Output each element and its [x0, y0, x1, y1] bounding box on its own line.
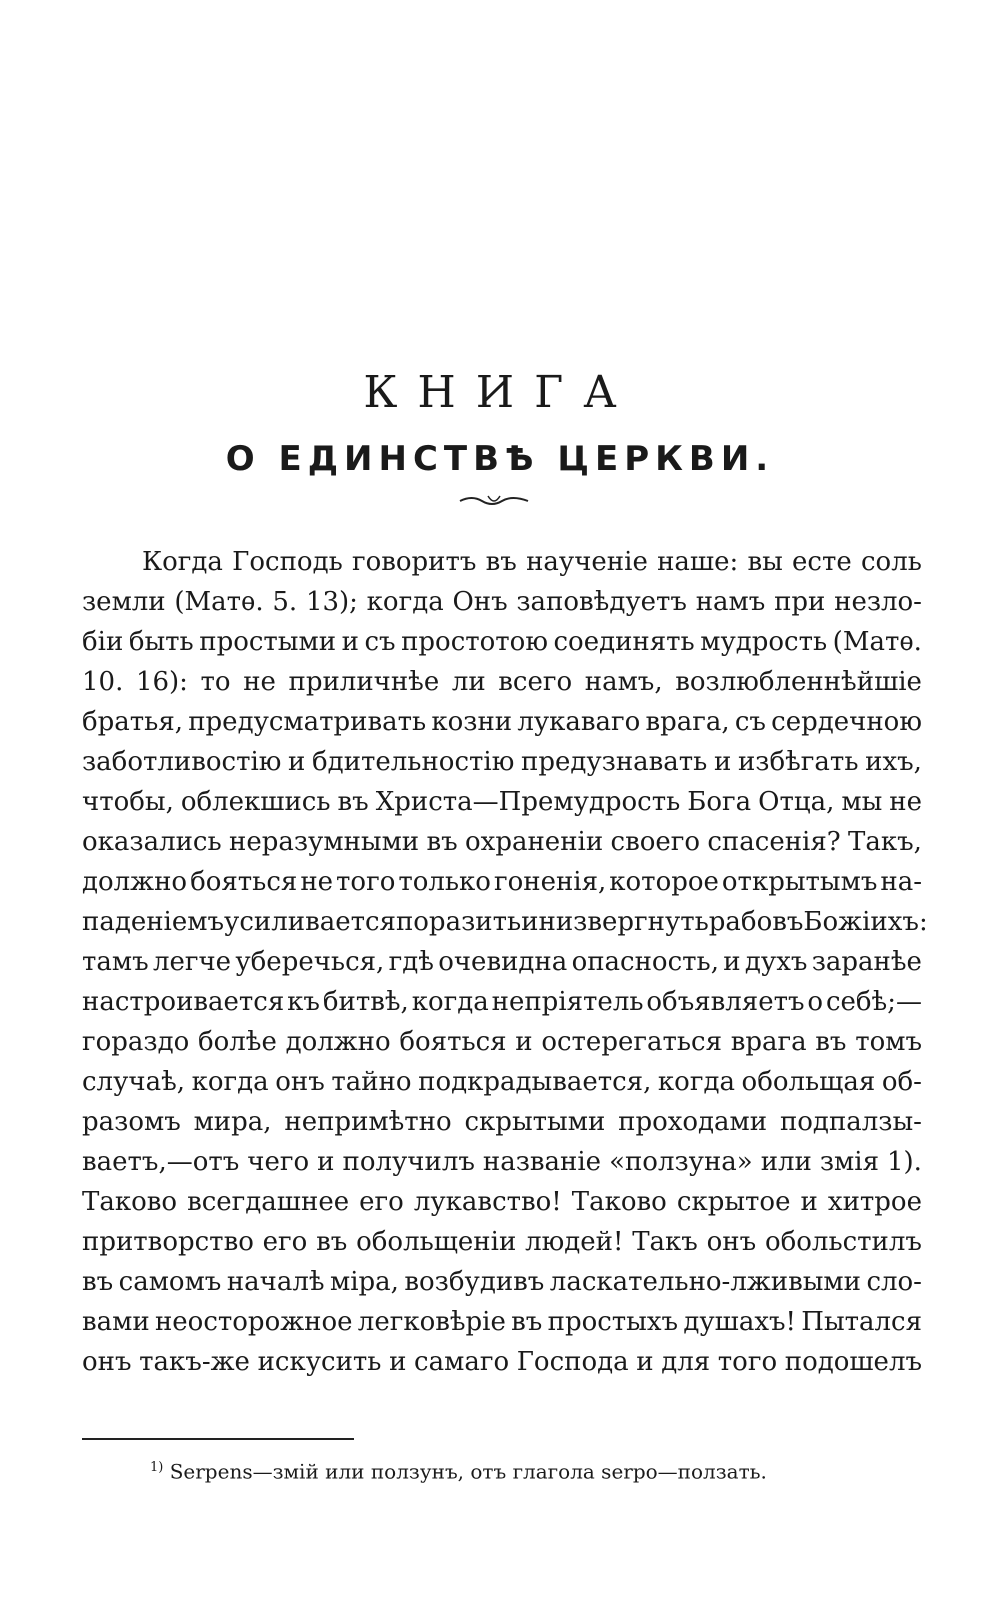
text-line: гораздо болѣе должно бояться и остерегаться врага въ томъ — [82, 1027, 922, 1057]
text-line: вами неосторожное легковѣріе въ простыхъ душахъ! Пытался — [82, 1307, 922, 1337]
text-line: ваетъ,—отъ чего и получилъ названіе «ползуна» или змія 1). — [82, 1147, 922, 1177]
book-title: КНИГА — [363, 367, 637, 418]
text-line: настроивается къ битвѣ, когда непріятель объявляетъ о себѣ;— — [82, 987, 922, 1017]
footnote-marker: 1) — [150, 1460, 164, 1475]
text-line: притворство его въ обольщеніи людей! Такъ онъ обольстилъ — [82, 1227, 922, 1257]
text-line: Таково всегдашнее его лукавство! Таково скрытое и хитрое — [82, 1187, 922, 1217]
text-line: 10. 16): то не приличнѣе ли всего намъ, возлюбленнѣйшіе — [82, 667, 922, 697]
main-text — [82, 542, 928, 1382]
decorative-flourish-icon — [458, 492, 530, 508]
text-line: заботливостію и бдительностію предузнавать и избѣгать ихъ, — [82, 747, 922, 777]
text-line: біи быть простыми и съ простотою соединять мудрость (Матѳ. — [82, 627, 922, 657]
text-line: оказались неразумными въ охраненіи своего спасенія? Такъ, — [82, 827, 922, 857]
text-line: паденіемъ усиливается поразить и низвергнуть рабовъ Божіихъ: — [82, 907, 928, 937]
text-line: земли (Матѳ. 5. 13); когда Онъ заповѣдуетъ намъ при незло- — [82, 587, 922, 617]
text-line: чтобы, облекшись въ Христа—Премудрость Бога Отца, мы не — [82, 787, 922, 817]
text-line: въ самомъ началѣ міра, возбудивъ ласкательно-лживыми сло- — [82, 1267, 922, 1297]
text-line: разомъ мира, непримѣтно скрытыми проходами подпалзы- — [82, 1107, 922, 1137]
text-line: должно бояться не того только гоненія, которое открытымъ на- — [82, 867, 922, 897]
footnote-divider — [82, 1438, 354, 1440]
footnote-text: Serpens—змій или ползунъ, отъ глагола serpo—ползать. — [169, 1459, 767, 1484]
book-subtitle: О ЕДИНСТВѢ ЦЕРКВИ. — [225, 439, 775, 479]
text-line: Когда Господь говоритъ въ наученіе наше: вы есте соль — [142, 547, 922, 577]
text-line: онъ такъ-же искусить и самаго Господа и для того подошелъ — [82, 1347, 922, 1377]
text-line: тамъ легче уберечься, гдѣ очевидна опасность, и духъ заранѣе — [82, 947, 922, 977]
footnote — [150, 1454, 767, 1486]
text-line: братья, предусматривать козни лукаваго врага, съ сердечною — [82, 707, 922, 737]
text-line: случаѣ, когда онъ тайно подкрадывается, когда обольщая об- — [82, 1067, 922, 1097]
